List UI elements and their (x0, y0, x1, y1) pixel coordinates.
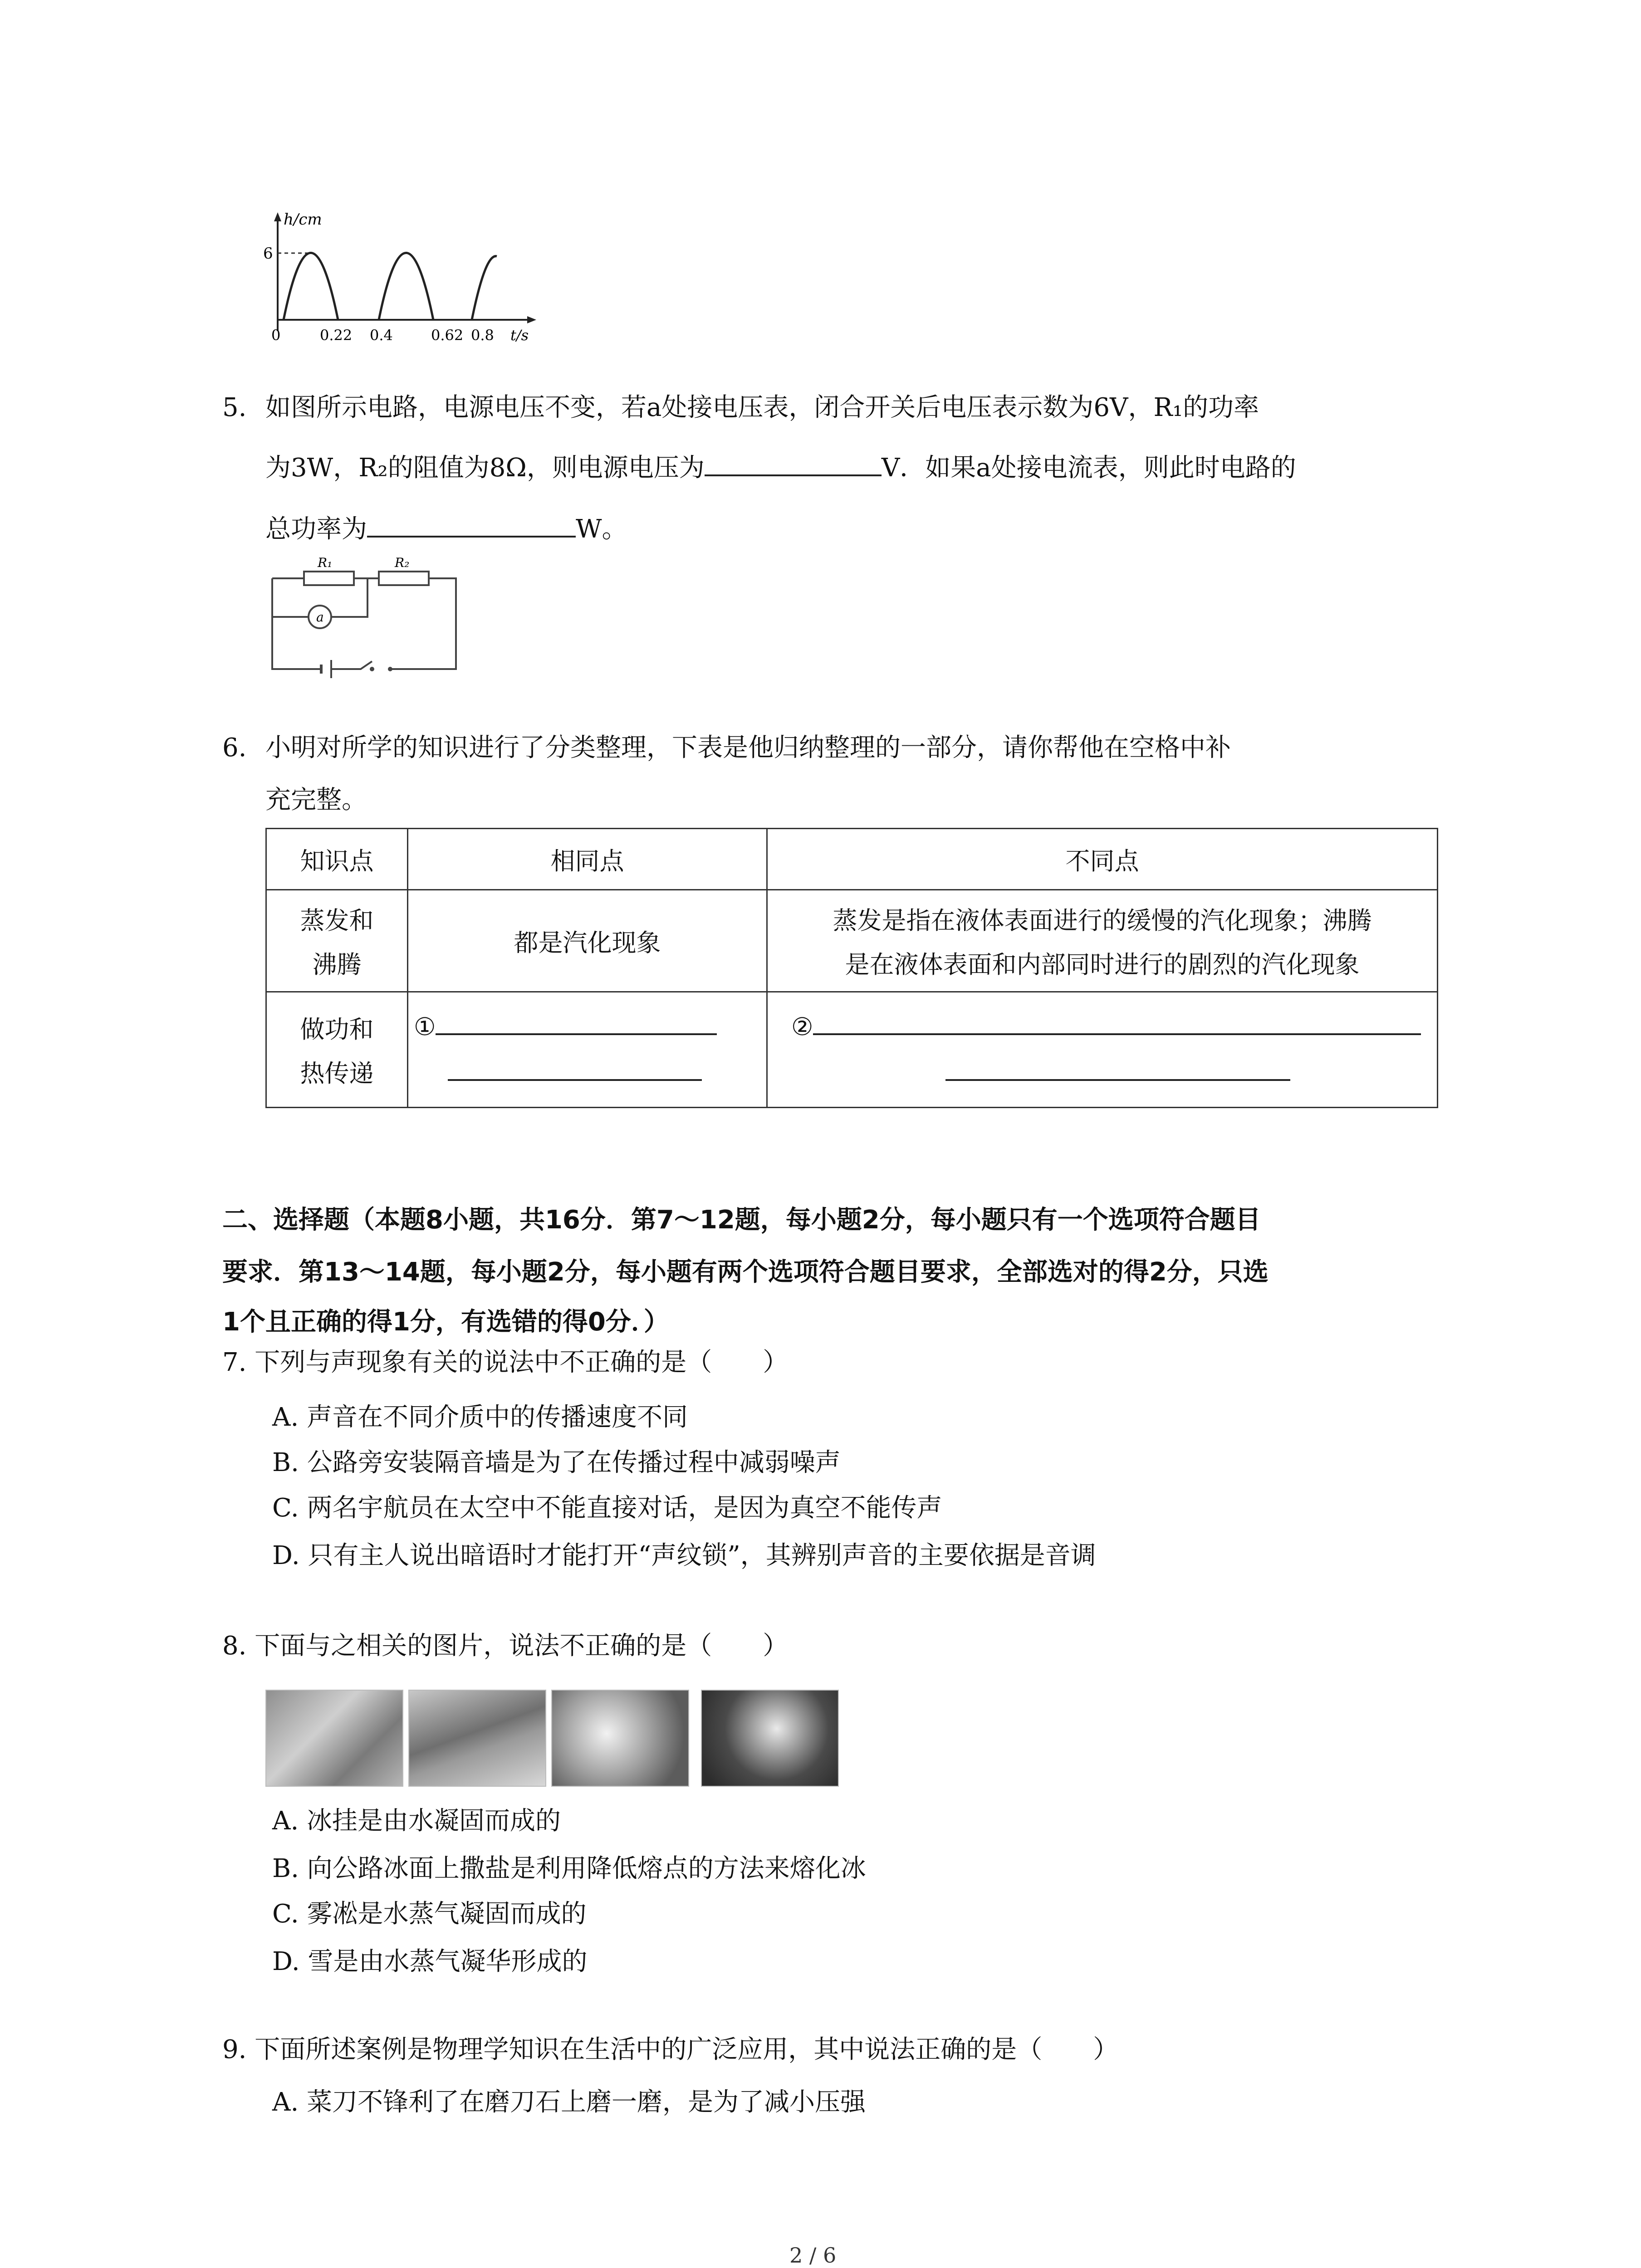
x-tick-0: 0 (271, 327, 281, 344)
row2-mark-1: ① (414, 1012, 436, 1041)
q5-line2-b: V．如果a处接电流表，则此时电路的 (881, 453, 1296, 483)
x-tick-0.62: 0.62 (431, 327, 464, 344)
row1-diff-line2: 是在液体表面和内部同时进行的剧烈的汽化现象 (845, 950, 1360, 979)
x-tick-0.22: 0.22 (320, 327, 353, 344)
q5-line2 (265, 449, 1296, 486)
meter-a-label: a (316, 610, 324, 625)
row1-topic-line2: 沸腾 (312, 950, 362, 979)
section2-line1: 二、选择题（本题8小题，共16分．第7～12题，每小题2分，每小题只有一个选项符合题目 (222, 1205, 1261, 1235)
q8-option-c[interactable]: C. 雾凇是水蒸气凝固而成的 (272, 1899, 587, 1929)
knowledge-table (265, 828, 1438, 1108)
ice-icicle-photo (265, 1690, 403, 1787)
row1-topic-line1: 蒸发和 (300, 906, 374, 935)
answer-blank-2a[interactable] (813, 1015, 1421, 1035)
q5-line3-b: W。 (576, 514, 627, 544)
circuit-wires (272, 578, 456, 669)
row1-same: 都是汽化现象 (408, 890, 767, 992)
header-diff: 不同点 (767, 829, 1438, 890)
table-header-row (266, 829, 1438, 890)
salt-road-photo (408, 1690, 546, 1787)
q6-line1: 小明对所学的知识进行了分类整理，下表是他归纳整理的一部分，请你帮他在空格中补 (265, 733, 1231, 763)
y-tick-6: 6 (263, 244, 273, 263)
q5-blank-power[interactable] (367, 510, 576, 538)
x-tick-0.4: 0.4 (370, 327, 393, 344)
q7-option-a[interactable]: A. 声音在不同介质中的传播速度不同 (272, 1403, 688, 1432)
answer-blank-2b[interactable] (945, 1066, 1290, 1081)
q5-line2-a: 为3W，R₂的阻值为8Ω，则电源电压为 (265, 453, 705, 483)
q5-blank-voltage[interactable] (705, 449, 882, 476)
section2-line3: 1个且正确的得1分，有选错的得0分．） (222, 1307, 669, 1337)
r1-label: R₁ (318, 555, 333, 570)
resistor-r2 (379, 572, 429, 585)
row2-topic-line2: 热传递 (300, 1059, 374, 1088)
q9-stem: 9. 下面所述案例是物理学知识在生活中的广泛应用，其中说法正确的是（ ） (222, 2035, 1119, 2064)
row1-topic (266, 890, 408, 992)
q8-option-a[interactable]: A. 冰挂是由水凝固而成的 (272, 1806, 561, 1836)
q8-stem: 8. 下面与之相关的图片，说法不正确的是（ ） (222, 1631, 789, 1661)
x-axis-arrow (527, 316, 536, 323)
row2-topic (266, 992, 408, 1108)
page-number: 2 / 6 (789, 2243, 837, 2268)
r2-label: R₂ (395, 555, 410, 570)
snow-photo (701, 1690, 839, 1787)
q5-line3-a: 总功率为 (265, 514, 367, 544)
q5-line3 (265, 510, 627, 547)
y-axis-label: h/cm (284, 210, 322, 229)
resistor-r1 (304, 572, 354, 585)
q7-option-b[interactable]: B. 公路旁安装隔音墙是为了在传播过程中减弱噪声 (272, 1448, 841, 1477)
y-axis-arrow (274, 212, 281, 221)
table-row (266, 890, 1438, 992)
answer-blank-1a[interactable] (436, 1015, 717, 1035)
q5-line1: 如图所示电路，电源电压不变，若a处接电压表，闭合开关后电压表示数为6V，R₁的功率 (265, 393, 1259, 422)
header-same: 相同点 (408, 829, 767, 890)
rime-photo (551, 1690, 689, 1787)
wave-curve (284, 253, 497, 320)
q5-number: 5. (222, 393, 247, 422)
switch-contact (388, 667, 392, 671)
x-axis-label: t/s (510, 327, 529, 344)
q7-stem: 7. 下列与声现象有关的说法中不正确的是（ ） (222, 1348, 789, 1377)
row2-mark-2: ② (791, 1012, 813, 1041)
q7-option-c[interactable]: C. 两名宇航员在太空中不能直接对话，是因为真空不能传声 (272, 1493, 942, 1523)
row2-same-cell (408, 992, 767, 1108)
q9-option-a[interactable]: A. 菜刀不锋利了在磨刀石上磨一磨，是为了减小压强 (272, 2087, 866, 2117)
x-tick-0.8: 0.8 (471, 327, 494, 344)
row1-diff (767, 890, 1438, 992)
row1-diff-line1: 蒸发是指在液体表面进行的缓慢的汽化现象；沸腾 (833, 906, 1372, 935)
circuit-diagram (263, 553, 472, 685)
q8-option-d[interactable]: D. 雪是由水蒸气凝华形成的 (272, 1947, 588, 1976)
answer-blank-1b[interactable] (448, 1066, 702, 1081)
q6-number: 6. (222, 733, 247, 763)
q6-line2: 充完整。 (265, 785, 367, 815)
q8-option-b[interactable]: B. 向公路冰面上撒盐是利用降低熔点的方法来熔化冰 (272, 1854, 866, 1883)
height-time-graph (254, 200, 554, 345)
section2-line2: 要求．第13～14题，每小题2分，每小题有两个选项符合题目要求，全部选对的得2分，只选 (222, 1257, 1269, 1287)
row2-topic-line1: 做功和 (300, 1015, 374, 1044)
row2-diff-cell (767, 992, 1438, 1108)
header-topic: 知识点 (266, 829, 408, 890)
switch-pivot (370, 667, 374, 671)
q7-option-d[interactable]: D. 只有主人说出暗语时才能打开“声纹锁”，其辨别声音的主要依据是音调 (272, 1541, 1096, 1570)
table-row (266, 992, 1438, 1108)
